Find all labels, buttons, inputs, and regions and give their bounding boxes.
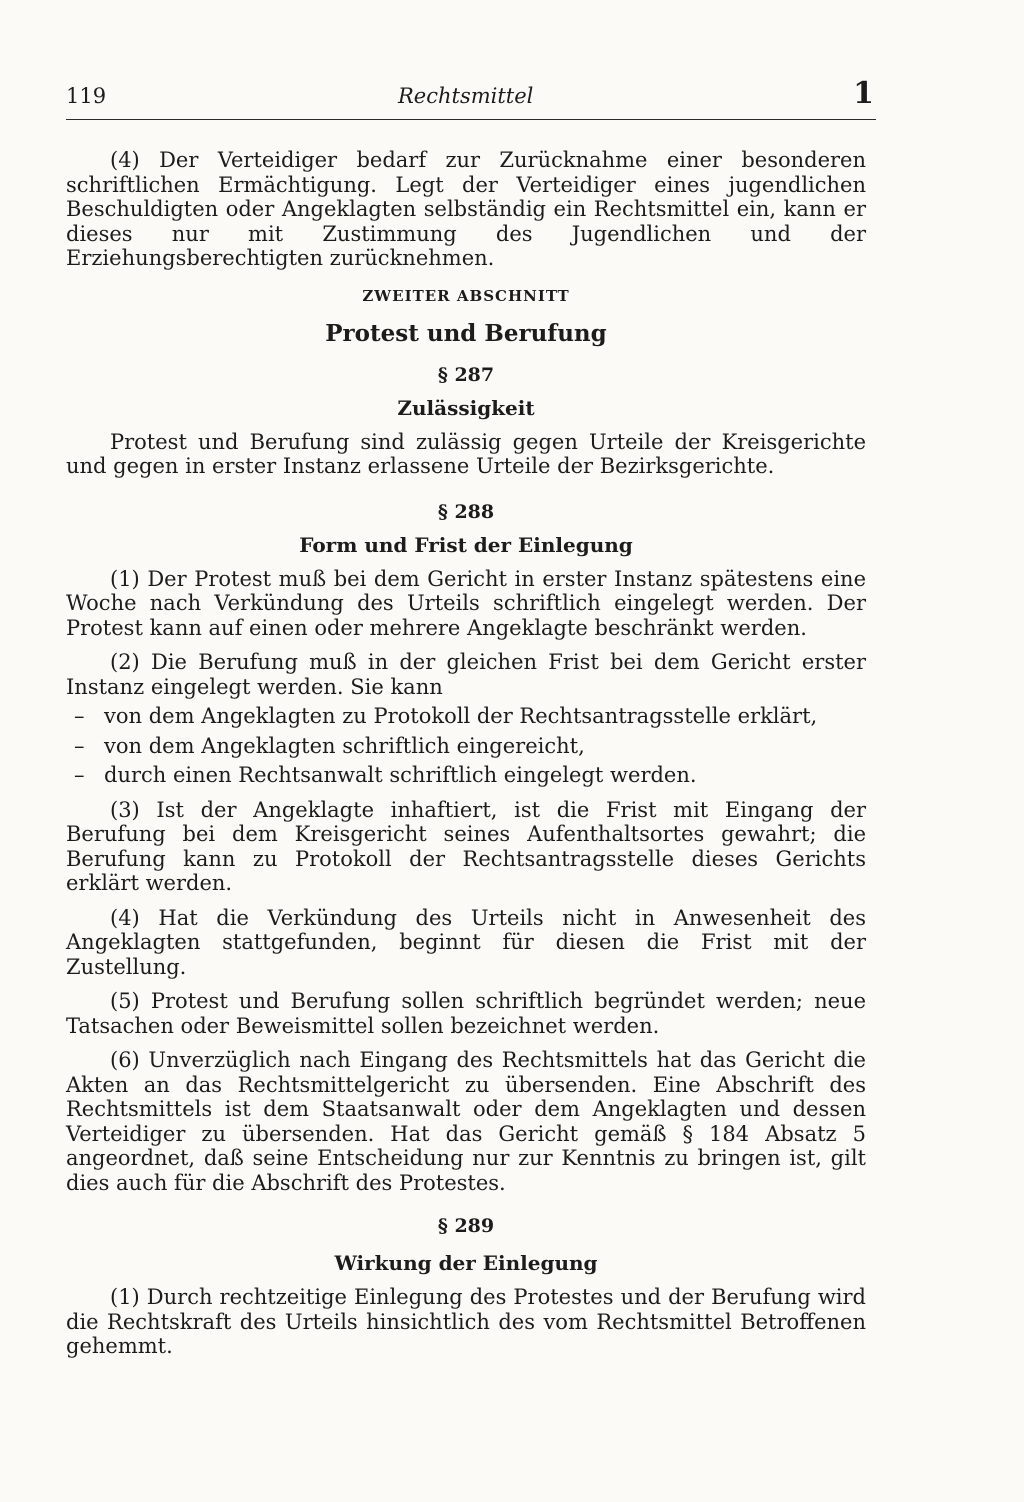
paragraph-289-subsection-1: (1) Durch rechtzeitige Einlegung des Protestes und der Berufung wird die Rechtskraft des Urteils hinsichtlich des vom Rechtsmittel Betroffenen gehemmt. <box>66 1285 866 1358</box>
running-title: Rechtsmittel <box>398 84 534 108</box>
paragraph-288-subsection-5: (5) Protest und Berufung sollen schriftlich begründet werden; neue Tatsachen oder Beweismittel sollen bezeichnet werden. <box>66 989 866 1038</box>
list-item: – durch einen Rechtsanwalt schriftlich eingelegt werden. <box>66 763 866 788</box>
running-head <box>66 76 876 112</box>
page-number: 119 <box>66 84 107 108</box>
intro-paragraph-4: (4) Der Verteidiger bedarf zur Zurücknahme einer besonderen schriftlichen Ermächtigung. Legt der Verteidiger eines jugendlichen Beschuldigten oder Angeklagten selbständig ein Rechtsmittel ein, kann er dieses nur mit Zustimmung des Jugendlichen und der Erziehungsberechtigten zurücknehmen. <box>66 148 866 270</box>
paragraph-288-subsection-2: (2) Die Berufung muß in der gleichen Frist bei dem Gericht erster Instanz eingelegt werden. Sie kann <box>66 650 866 699</box>
paragraph-288-subsection-1: (1) Der Protest muß bei dem Gericht in erster Instanz spätestens eine Woche nach Verkündung des Urteils schriftlich eingelegt werden. Der Protest kann auf einen oder mehrere Angeklagte beschränkt werden. <box>66 566 866 640</box>
paragraph-289-title: Wirkung der Einlegung <box>334 1251 598 1275</box>
paragraph-289-number: § 289 <box>437 1215 495 1237</box>
paragraph-287-title: Zulässigkeit <box>397 395 535 420</box>
list-item: – von dem Angeklagten schriftlich eingereicht, <box>66 734 866 759</box>
chapter-number: 1 <box>853 76 874 111</box>
paragraph-288-subsection-6: (6) Unverzüglich nach Eingang des Rechtsmittels hat das Gericht die Akten an das Rechtsmittelgericht zu übersenden. Eine Abschrift des Rechtsmittels ist dem Staatsanwalt oder dem Angeklagten und dessen Verteidiger zu übersenden. Hat das Gericht gemäß § 184 Absatz 5 angeordnet, daß seine Entscheidung nur zur Kenntnis zu bringen ist, gilt dies auch für die Abschrift des Protestes. <box>66 1048 866 1195</box>
paragraph-287-text: Protest und Berufung sind zulässig gegen Urteile der Kreisgerichte und gegen in erster Instanz erlassene Urteile der Bezirksgerichte. <box>66 429 866 478</box>
section-label: ZWEITER ABSCHNITT <box>362 286 570 305</box>
paragraph-288-subsection-3: (3) Ist der Angeklagte inhaftiert, ist die Frist mit Eingang der Berufung bei dem Kreisgericht seines Aufenthaltsortes gewahrt; die Berufung kann zu Protokoll der Rechtsantragsstelle dieses Gerichts erklärt werden. <box>66 797 866 895</box>
paragraph-288-subsection-4: (4) Hat die Verkündung des Urteils nicht in Anwesenheit des Angeklagten stattgefunden, beginnt für diesen die Frist mit der Zustellung. <box>66 905 866 979</box>
section-title: Protest und Berufung <box>325 319 607 347</box>
paragraph-288-number: § 288 <box>437 500 495 523</box>
paragraph-287-number: § 287 <box>437 363 495 386</box>
paragraph-288-dash-list <box>66 704 866 788</box>
paragraph-288-title: Form und Frist der Einlegung <box>299 532 633 557</box>
page-body <box>66 148 866 1359</box>
header-rule <box>66 119 876 120</box>
list-item: – von dem Angeklagten zu Protokoll der Rechtsantragsstelle erklärt, <box>66 704 866 729</box>
